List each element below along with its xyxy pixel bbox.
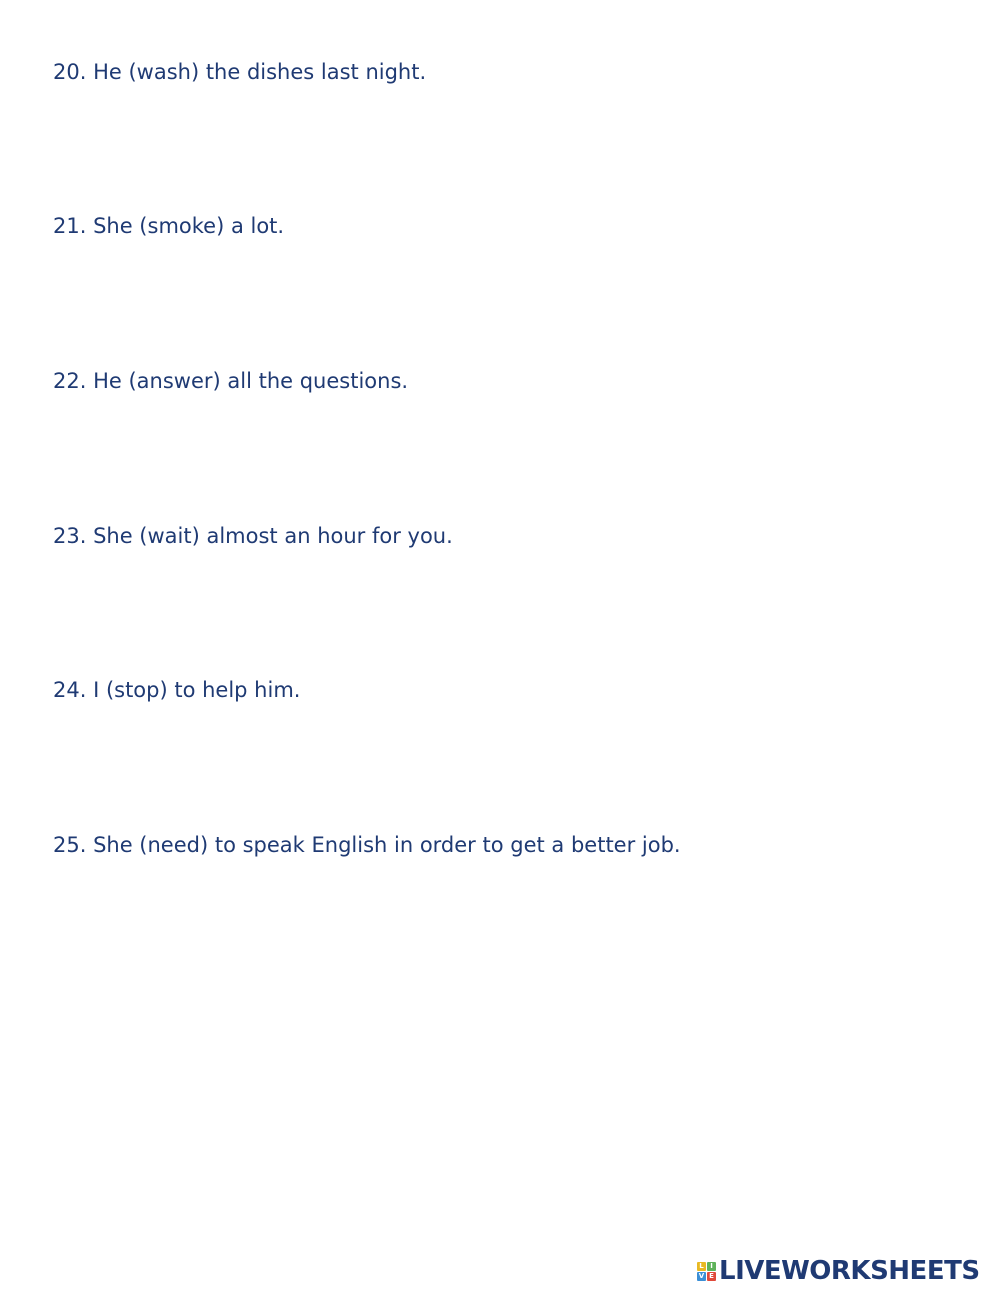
logo-wordmark: LIVEWORKSHEETS [719,1256,980,1286]
liveworksheets-logo [697,1256,980,1286]
logo-letter-i: I [707,1262,716,1271]
logo-letter-e: E [707,1272,716,1281]
sentence-25: 25. She (need) to speak English in order to get a better job. [53,833,681,857]
live-logo-icon [697,1262,716,1281]
sentence-21: 21. She (smoke) a lot. [53,214,285,238]
sentence-23: 23. She (wait) almost an hour for you. [53,524,453,548]
sentence-24: 24. I (stop) to help him. [53,678,301,702]
logo-letter-v: V [698,1271,705,1280]
sentence-22: 22. He (answer) all the questions. [53,369,409,393]
logo-letter-l: L [697,1262,706,1271]
sentence-20: 20. He (wash) the dishes last night. [53,60,427,84]
